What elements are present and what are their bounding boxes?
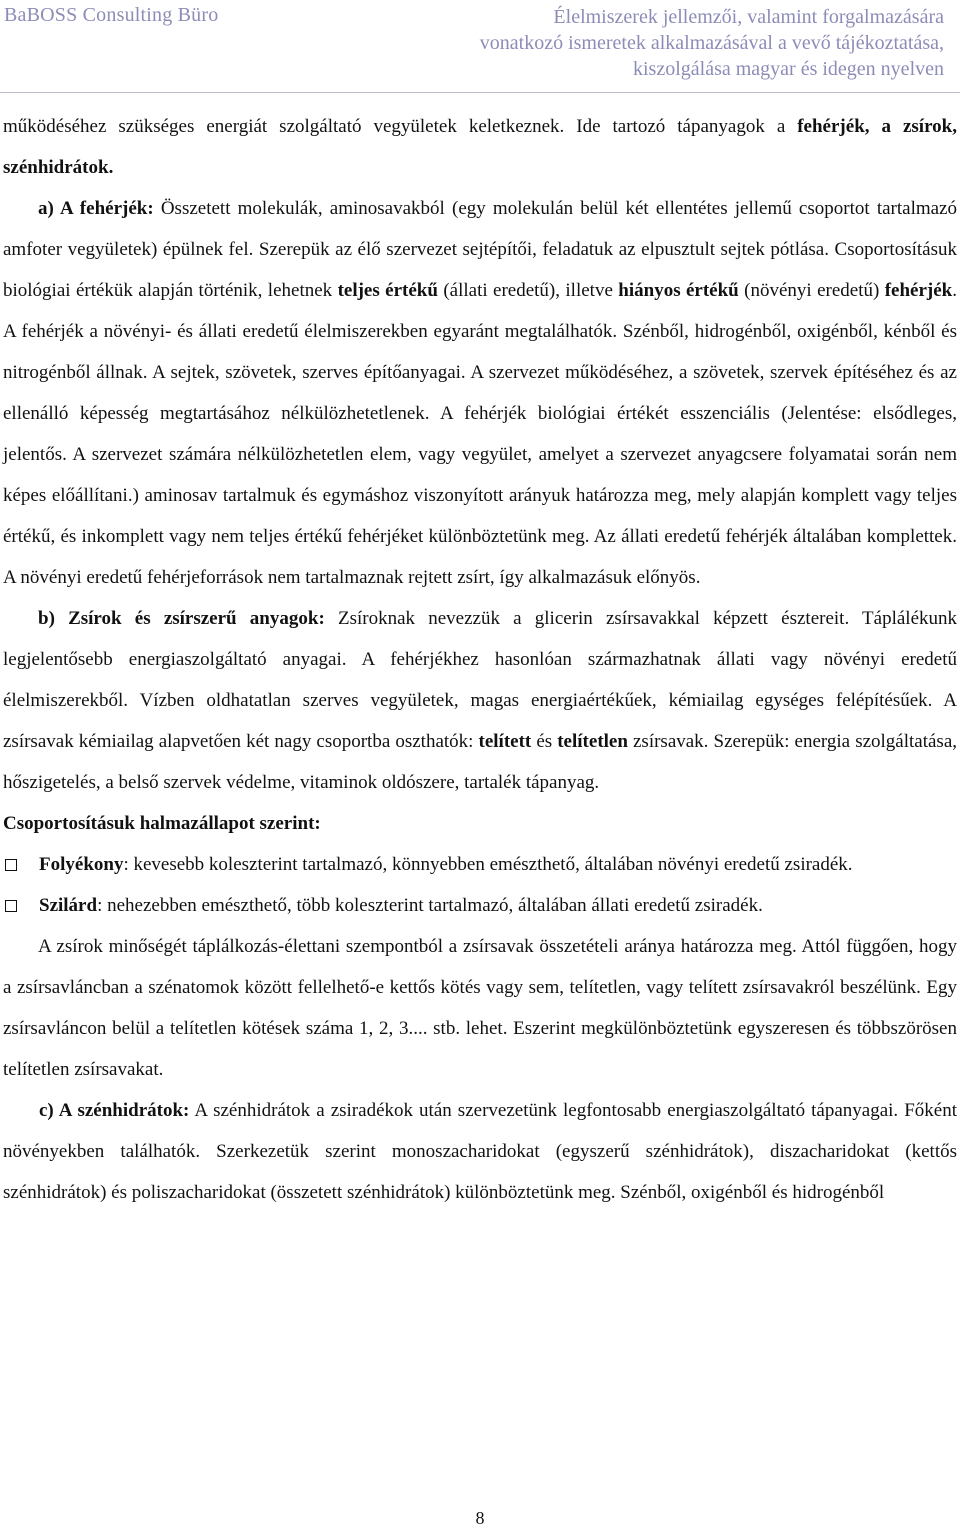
header-title-line: Élelmiszerek jellemzői, valamint forgalmazására <box>553 6 944 28</box>
text-run: (állati eredetű), illetve <box>437 280 619 301</box>
paragraph-proteins <box>3 188 957 598</box>
bold-run: fehérjék, a zsírok, szénhidrátok. <box>3 116 957 178</box>
header-company: BaBOSS Consulting Büro <box>4 4 219 26</box>
paragraph-fat-quality: A zsírok minőségét táplálkozás-élettani szempontból a zsírsavak összetételi aránya határozza meg. Attól függően, hogy a zsírsavláncban a szénatomok között fellelhető-e kettős kötés vagy sem, telítetlen, vagy telített zsírsavakról beszélünk. Egy zsírsavláncon belül a telítetlen kötések száma 1, 2, 3.... stb. lehet. Eszerint megkülönböztetünk egyszeresen és többszörösen telítetlen zsírsavakat. <box>3 936 957 1080</box>
paragraph-carbohydrates <box>3 1090 957 1213</box>
text-run: (növényi eredetű) <box>738 280 885 301</box>
text-run: : kevesebb koleszterint tartalmazó, könnyebben emészthető, általában növényi eredetű zsiradék. <box>123 854 853 875</box>
paragraph-fats <box>3 598 957 803</box>
text-run: A szénhidrátok a zsiradékok után szervezetünk legfontosabb energiaszolgáltató tápanyagai. Főként növényekben találhatók. Szerkezetük szerint monoszacharidokat (egyszerű szénhidrátok), diszacharidokat (kettős szénhidrátok) és poliszacharidokat (összetett szénhidrátok) különböztetünk meg. Szénből, oxigénből és hidrogénből <box>3 1100 957 1203</box>
bold-run: fehérjék <box>884 280 953 301</box>
text-run: működéséhez szükséges energiát szolgáltató vegyületek keletkeznek. Ide tartozó tápanyagok a <box>3 116 798 137</box>
checkbox-bullet-icon <box>5 900 17 912</box>
text-run: zsírsavak. Szerepük: energia szolgáltatása, hőszigetelés, a belső szervek védelme, vitaminok oldószere, tartalék tápanyag. <box>3 731 958 793</box>
list-item <box>3 885 957 926</box>
subheading <box>3 803 957 844</box>
header-title-line: kiszolgálása magyar és idegen nyelven <box>633 58 944 80</box>
section-heading-b: b) Zsírok és zsírszerű anyagok: <box>38 608 325 629</box>
body-text <box>3 106 957 1213</box>
text-run: . A fehérjék a növényi- és állati eredetű élelmiszerekben egyaránt megtalálhatók. Szénből, hidrogénből, oxigénből, kénből és nitrogénből állnak. A sejtek, szövetek, szerves építőanyagai. A szervezet működéséhez, a szövetek, szervek építéséhez és az ellenálló képesség megtartásához nélkülözhetetlenek. A fehérjék biológiai értékét esszenciális (Jelentése: elsődleges, jelentős. A szervezet számára nélkülözhetetlen elem, vagy vegyület, amelyet a szervezet anyagcsere folyamatai során nem képes előállítani.) aminosav tartalmuk és egymáshoz viszonyított arányuk határozza meg, mely alapján komplett vagy teljes értékű, és inkomplett vagy nem teljes értékű fehérjéket különböztetünk meg. Az állati eredetű fehérjék általában komplettek. A növényi eredetű fehérjeforrások nem tartalmaznak rejtett zsírt, így alkalmazásuk előnyös. <box>3 280 957 588</box>
bold-run: telített <box>478 731 532 752</box>
subheading-text: Csoportosításuk halmazállapot szerint: <box>3 813 321 834</box>
text-run: Összetett molekulák, aminosavakból (egy molekulán belül két ellentétes jellemű csoportot tartalmazó amfoter vegyületek) épülnek fel. Szerepük az élő szervezet sejtépítői, feladatuk az elpusztult sejtek pótlása. Csoportosításuk biológiai értékük alapján történik, lehetnek <box>3 198 957 301</box>
list-item <box>3 844 957 885</box>
header-title-line: vonatkozó ismeretek alkalmazásával a vevő tájékoztatása, <box>479 32 944 54</box>
section-heading-a: a) A fehérjék: <box>38 198 154 219</box>
paragraph-intro <box>3 106 957 188</box>
bold-run: hiányos értékű <box>618 280 739 301</box>
bold-run: teljes értékű <box>337 280 438 301</box>
header-title <box>480 4 944 82</box>
text-run: Zsíroknak nevezzük a glicerin zsírsavakkal képzett észtereit. Táplálékunk legjelentősebb energiaszolgáltató anyagai. A fehérjékhez hasonlóan származhatnak állati vagy növényi eredetű élelmiszerekből. Vízben oldhatatlan szerves vegyületek, magas energiaértékűek, kémiailag egységes felépítésűek. A zsírsavak kémiailag alapvetően két nagy csoportba oszthatók: <box>3 608 958 752</box>
section-heading-c: c) A szénhidrátok: <box>39 1100 190 1121</box>
page-number: 8 <box>475 1508 485 1528</box>
text-run: és <box>531 731 558 752</box>
bold-run: telítetlen <box>557 731 628 752</box>
checkbox-bullet-icon <box>5 859 17 871</box>
bold-run: Szilárd <box>39 895 98 916</box>
bold-run: Folyékony <box>39 854 124 875</box>
header-divider <box>0 92 960 93</box>
text-run: : nehezebben emészthető, több koleszterint tartalmazó, általában állati eredetű zsiradék. <box>97 895 763 916</box>
